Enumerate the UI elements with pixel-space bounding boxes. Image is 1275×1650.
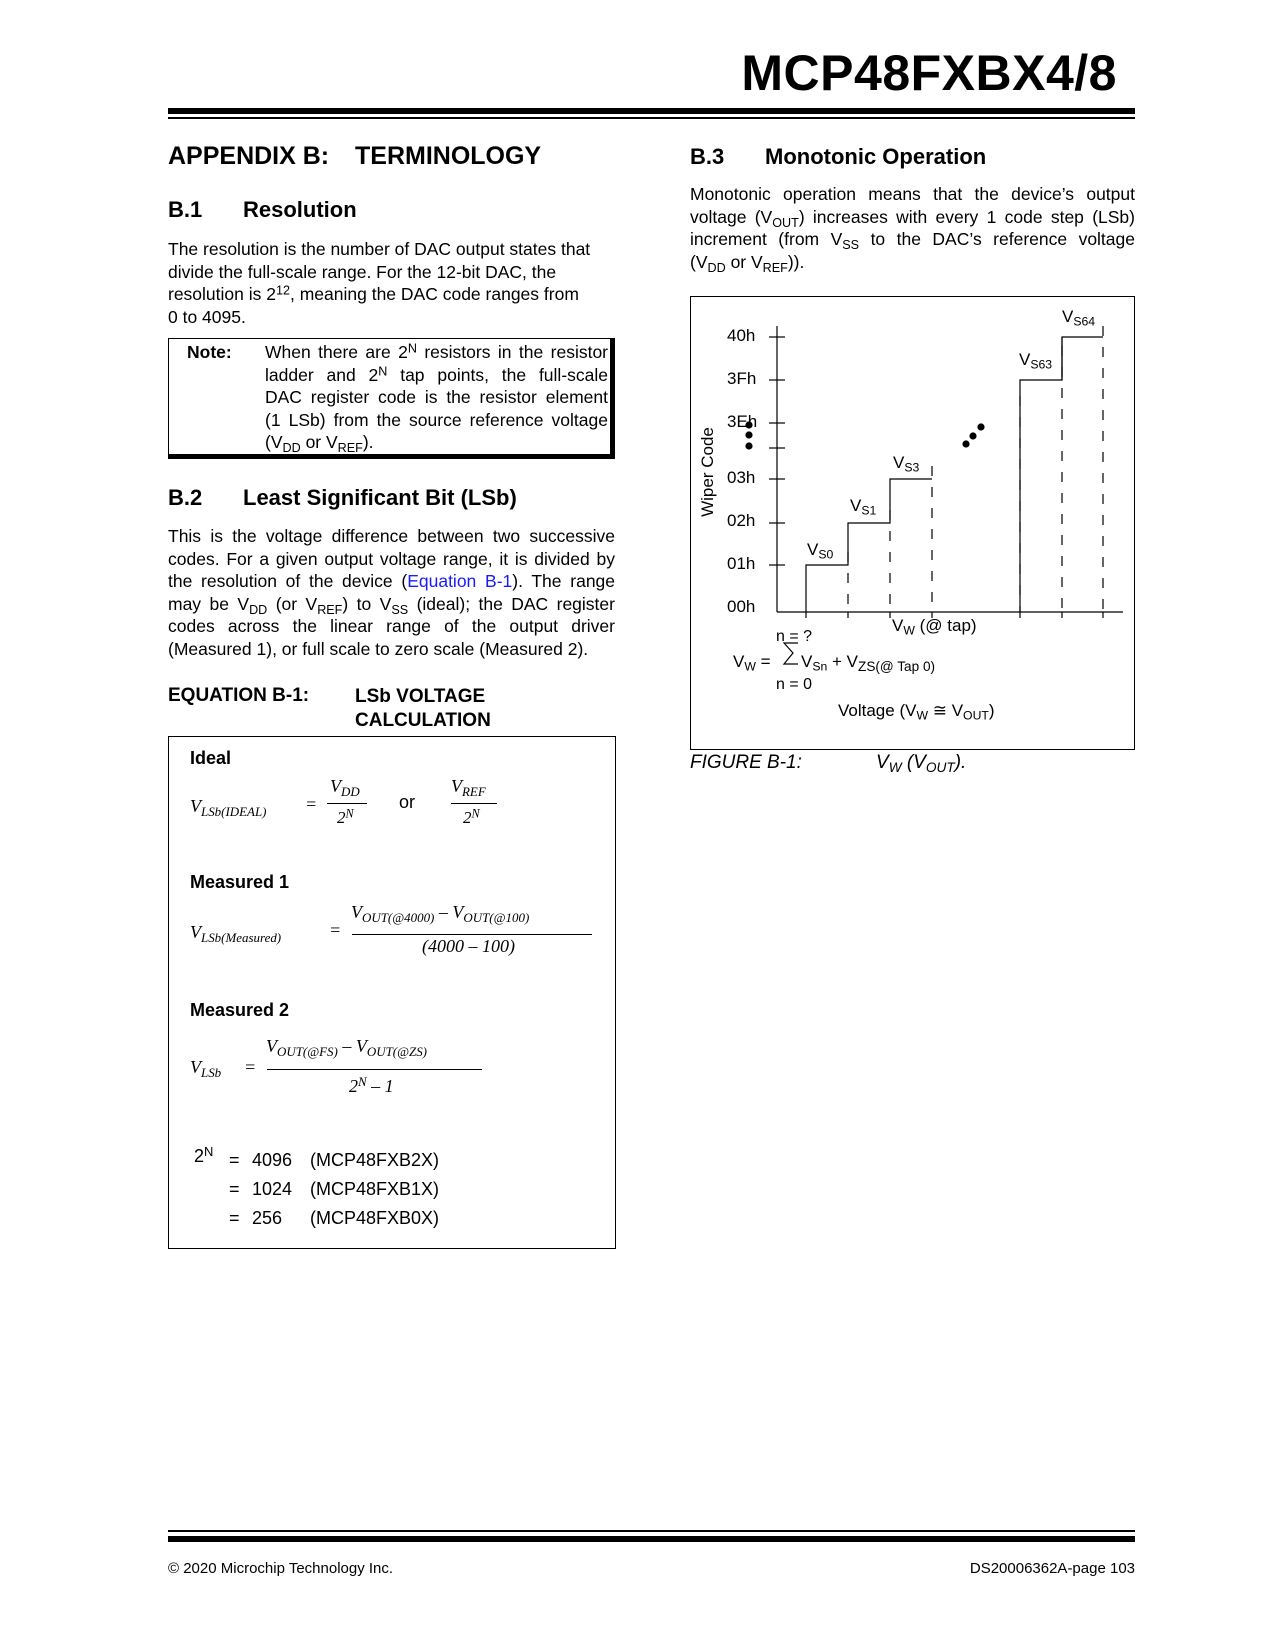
footer-copyright: © 2020 Microchip Technology Inc. [168, 1560, 394, 1577]
table-row: = 256 (MCP48FXB0X) [229, 1208, 440, 1228]
lsb-paragraph: This is the voltage difference between two successive codes. For a given output voltage range, it is divided by the resolution of the device (Equation B-1). The range may be $V_{DD}$ (or $V_{REF}$) to $V_{SS}$ (ideal); the DAC register codes across the linear range of the output driver (Measured 1), or full scale to zero scale (Measured 2). [168, 526, 616, 659]
fraction-bar [327, 803, 367, 804]
measured1-lhs: $V_{LSb(Measured)}$ [190, 922, 282, 945]
text-line: The resolution is the number of DAC output states that [168, 239, 591, 259]
step-label-vs63: $V_{S63}$ [1019, 350, 1053, 372]
sum-lhs: $V_W$ = [733, 652, 771, 674]
fraction-bar [267, 1069, 482, 1070]
y-tick-label: 01h [727, 554, 756, 573]
step-label-vs1: $V_{S1}$ [850, 496, 877, 518]
measured1-equals: = [329, 920, 342, 940]
step-label-vs0: $V_{S0}$ [807, 540, 834, 562]
equation-title: LSb VOLTAGE CALCULATION [355, 686, 491, 731]
text-line: 0 to 4095. [168, 306, 246, 327]
sigma-sign [784, 643, 798, 664]
figure-caption: $V_W$ $(V_{OUT})$. [876, 752, 967, 776]
text-line: divide the full-scale range. For the 12-bit DAC, the [168, 261, 557, 282]
y-axis-label: Wiper Code [698, 427, 717, 517]
appendix-title: TERMINOLOGY [355, 142, 542, 170]
header-rule-thin [168, 117, 1135, 119]
wiper-code-diagram [690, 296, 1135, 750]
y-tick-label: 3Fh [727, 369, 757, 388]
measured2-denominator: $2^N - 1$ [349, 1074, 394, 1096]
monotonic-paragraph: Monotonic operation means that the device’s output voltage $(V_{OUT})$ increases with every 1 code step (LSb) increment (from $V_{SS}$ to the DAC’s reference voltage ($V_{DD}$ or $V_{REF}$)). [690, 184, 1135, 275]
header-rule-thick [168, 108, 1135, 114]
dashed-guides [848, 326, 1103, 612]
measured2-heading: Measured 2 [190, 1000, 290, 1020]
measured1-numerator: $V_{OUT(@4000)} - V_{OUT(@100)}$ [351, 902, 530, 925]
ideal-denominator: $2^N$ [337, 806, 354, 827]
footer-page-number: DS20006362A-page 103 [969, 1560, 1135, 1577]
footer-rule-thick [168, 1536, 1135, 1542]
step-label-vs3: $V_{S3}$ [893, 453, 920, 475]
sum-lower-limit: n = 0 [776, 676, 813, 693]
step-label-vs64: $V_{S64}$ [1062, 307, 1096, 329]
ideal-lhs: $V_{LSb(IDEAL)}$ [190, 796, 267, 819]
x-axis-label: $V_W$ (@ tap) [892, 616, 977, 638]
fraction-bar [451, 803, 497, 804]
ideal-denominator-2: $2^N$ [463, 806, 480, 827]
staircase-steps [806, 337, 1103, 612]
section-b3-number: B.3 [690, 144, 725, 169]
document-title: MCP48FXBX4/8 [741, 45, 1117, 101]
equation-b1-link[interactable]: Equation B-1 [407, 571, 513, 591]
section-b3-title: Monotonic Operation [765, 144, 987, 169]
footer-rule-thin [168, 1530, 1135, 1532]
section-b2-number: B.2 [168, 485, 203, 510]
voltage-label: Voltage ($V_W$ ≅ $V_{OUT}$) [838, 701, 995, 723]
ideal-numerator-vdd: $V_{DD}$ [330, 776, 360, 799]
ideal-equals: = [305, 794, 318, 814]
resolution-table [229, 1146, 439, 1233]
y-tick-label: 40h [727, 326, 756, 345]
table-row: = 1024 (MCP48FXB1X) [229, 1179, 440, 1199]
y-tick-label: 3Eh [727, 412, 758, 431]
measured1-denominator: (4000 – 100) [422, 936, 515, 956]
measured2-equals: = [244, 1057, 257, 1077]
appendix-label: APPENDIX B: [168, 142, 330, 170]
ideal-heading: Ideal [190, 748, 232, 768]
section-b1-title: Resolution [243, 197, 357, 222]
ideal-numerator-vref: $V_{REF}$ [451, 776, 486, 799]
fraction-bar [352, 934, 592, 935]
sum-terms: $V_{Sn} + V_{ZS(@ Tap 0)}$ [801, 652, 936, 675]
y-tick-label: 02h [727, 511, 756, 530]
text-line: resolution is $2^{12}$, meaning the DAC code ranges from [168, 283, 579, 304]
resolution-table-lhs: $2^N$ [194, 1144, 214, 1166]
section-b2-title: Least Significant Bit (LSb) [243, 485, 517, 510]
section-b1-number: B.1 [168, 197, 203, 222]
y-tick-label: 03h [727, 468, 756, 487]
equation-label: EQUATION B-1: [168, 685, 310, 706]
measured2-lhs: $V_{LSb}$ [190, 1057, 222, 1080]
y-tick-label: 00h [727, 597, 756, 616]
figure-label: FIGURE B-1: [690, 752, 802, 773]
measured2-numerator: $V_{OUT(@FS)} - V_{OUT(@ZS)}$ [266, 1036, 427, 1059]
diagonal-ellipsis-dots [962, 423, 984, 447]
resolution-paragraph [168, 238, 615, 328]
table-row: = 4096 (MCP48FXB2X) [229, 1150, 440, 1170]
measured1-heading: Measured 1 [190, 872, 290, 892]
sum-upper-limit: n = ? [776, 628, 813, 645]
ideal-or: or [399, 792, 416, 812]
note-text: When there are $2^N$ resistors in the resistor ladder and $2^N$ tap points, the full-scale DAC register code is the resistor element (1 LSb) from the source reference voltage ($V_{DD}$ or $V_{REF}$). [265, 341, 609, 455]
note-label: Note: [187, 342, 232, 362]
